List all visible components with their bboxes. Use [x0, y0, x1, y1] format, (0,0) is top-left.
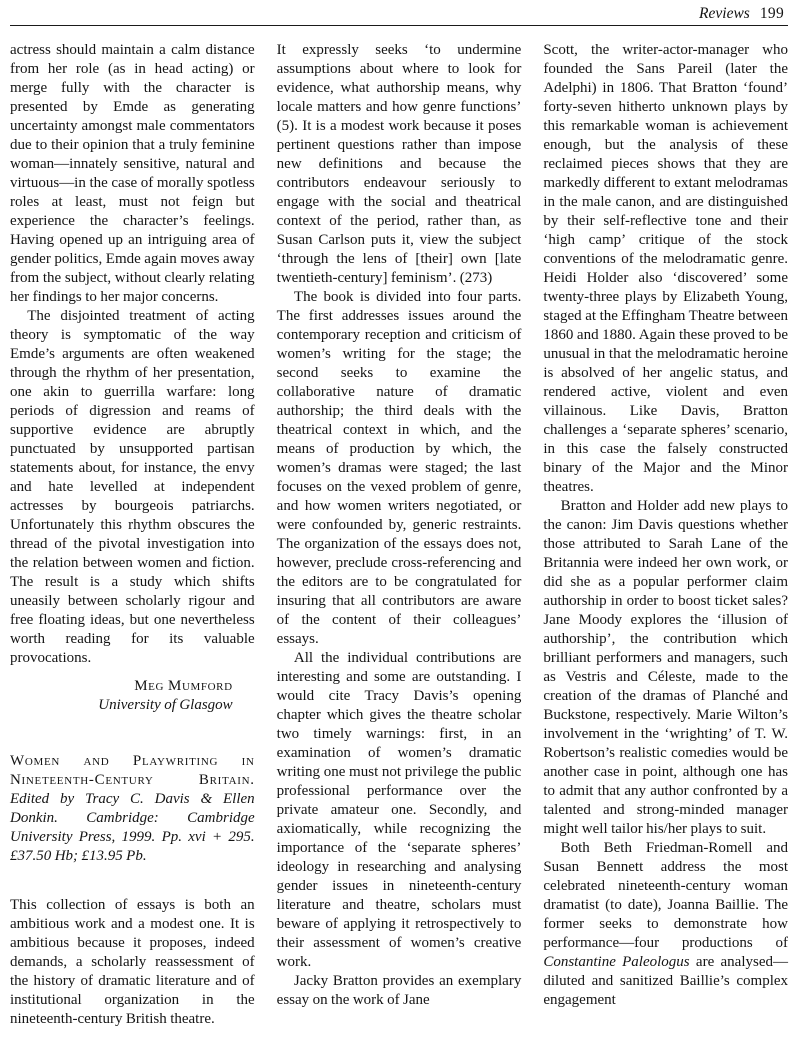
running-header: [10, 5, 788, 22]
review-paragraph: The disjointed treatment of acting theory is symptomatic of the way Emde’s arguments are often weakened through the rhythm of her presentation, one akin to guerrilla warfare: long periods of digression and reams of supportive evidence are abruptly punctuated by unsupported partisan statements about, for instance, the envy and hate levelled at independent actresses by bourgeois patriarchs. Unfortunately this rhythm obscures the thread of the pivotal investigation into the relation between women and fiction. The result is a study which shifts uneasily between scholarly rigour and free floating ideas, but one nevertheless worth reading for its valuable provocations.: [10, 308, 255, 666]
play-title: Constantine Paleologus: [543, 954, 690, 970]
header-rule: [10, 25, 788, 26]
book-title: Women and Playwriting in Nineteenth-Century Britain.: [10, 753, 255, 788]
column-1: [10, 41, 255, 1052]
review-paragraph: Scott, the writer-actor-manager who founded the Sans Pareil (later the Adelphi) in 1806. That Bratton ‘found’ forty-seven hitherto unknown plays by this remarkable woman is achievement enough, but the analysis of these reclaimed pieces shows that they are markedly different to extant melodramas in the male canon, and are distinguished by their self-reflective tone and their ‘high camp’ critique of the stock conventions of the melodramatic genre. Heidi Holder also ‘discovered’ some twenty-three plays by Elizabeth Young, staged at the Effingham Theatre between 1860 and 1880. Again these proved to be unusual in that the melodramatic heroine is absolved of her angelic status, and rendered active, violent and even villainous. Like Davis, Bratton challenges a ‘separate spheres’ scenario, in this case the falsely constructed binary of the Major and the Minor theatres.: [543, 42, 789, 495]
review-heading: [10, 752, 255, 866]
reviewer-affiliation: University of Glasgow: [98, 697, 233, 713]
review-paragraph: actress should maintain a calm distance from her role (as in head acting) or merge fully with the character is presented by Emde as generating uncertainty amongst male commentators due to their opinion that a truly feminine woman—innately sensitive, natural and virtuous—in the case of morally spotless roles at least, must not feign but experience the character’s feelings. Having opened up an intriguing area of gender politics, Emde again moves away from the subject, without clearly relating her findings to her major concerns.: [10, 42, 255, 305]
book-citation: Edited by Tracy C. Davis & Ellen Donkin. Cambridge: Cambridge University Press, 1999. Pp. xvi + 295. £37.50 Hb; £13.95 Pb.: [10, 791, 255, 864]
column-2: [277, 41, 522, 1052]
column-3: [543, 41, 788, 1052]
review-paragraph: Bratton and Holder add new plays to the canon: Jim Davis questions whether those attributed to Sarah Lane of the Britannia were indeed her own work, or did she as a popular performer claim authorship in order to boost ticket sales? Jane Moody explores the ‘illusion of authorship’, the contribution which brilliant performers and managers, such as Vestris and Céleste, made to the creation of the dramas of Planché and Buckstone, respectively. Marie Wilton’s involvement in the ‘wrighting’ of T. W. Robertson’s realistic comedies would be another case in point, although one has to admit that any author confronted by a talented and strong-minded manager might well tailor his/her plays to suit.: [543, 498, 789, 837]
review-paragraph: All the individual contributions are interesting and some are outstanding. I would cite Tracy Davis’s opening chapter which gives the theatre scholar two timely warnings: first, in an examination of women’s dramatic writing one must not privilege the public professional performance over the private amateur one. Secondly, and axiomatically, while recognizing the importance of the ‘separate spheres’ ideology in researching and analysing gender issues in nineteenth-century literature and theatre, scholars must beware of applying it retrospectively to their assessment of women’s creative work.: [276, 650, 522, 970]
review-paragraph: It expressly seeks ‘to undermine assumptions about where to look for evidence, what authorship means, why locale matters and how genre functions’ (5). It is a modest work because it poses pertinent questions rather than impose new definitions and because the contributors endeavour seriously to engage with the social and theatrical context of the period, rather than, as Susan Carlson puts it, view the subject ‘through the lens of [their] own [late twentieth-century] feminism’. (273): [276, 42, 522, 286]
text-columns: [10, 41, 788, 1052]
review-paragraph: The book is divided into four parts. The first addresses issues around the contemporary reception and criticism of women’s writing for the stage; the second seeks to examine the collaborative nature of dramatic authorship; the third deals with the theatrical context in which, and the means of production by which, the women’s dramas were staged; the last focuses on the vexed problem of genre, and how women writers negotiated, or were confounded by, generic restraints. The organization of the essays does not, however, preclude cross-referencing and the editors are to be congratulated for insuring that all contributors are aware of the content of their colleagues’ essays.: [276, 289, 522, 647]
paragraph-text: Both Beth Friedman-Romell and Susan Bennett address the most celebrated nineteenth-century woman dramatist (to date), Joanna Baillie. The former seeks to demonstrate how performance—four productions of: [543, 840, 789, 951]
reviewer-name: Meg Mumford: [134, 678, 233, 694]
page-number: 199: [759, 5, 784, 22]
review-paragraph: This collection of essays is both an ambitious work and a modest one. It is ambitious because it proposes, indeed demands, a scholarly reassessment of the history of dramatic literature and of institutional organization in the nineteenth-century British theatre.: [10, 897, 255, 1027]
review-paragraph: Jacky Bratton provides an exemplary essay on the work of Jane: [276, 973, 522, 1008]
review-paragraph: [543, 839, 788, 1010]
reviewer-signature: [10, 677, 233, 715]
paragraph-text: are analysed—diluted and sanitized Baillie’s complex engagement: [543, 954, 789, 1008]
section-title: Reviews: [699, 5, 750, 22]
